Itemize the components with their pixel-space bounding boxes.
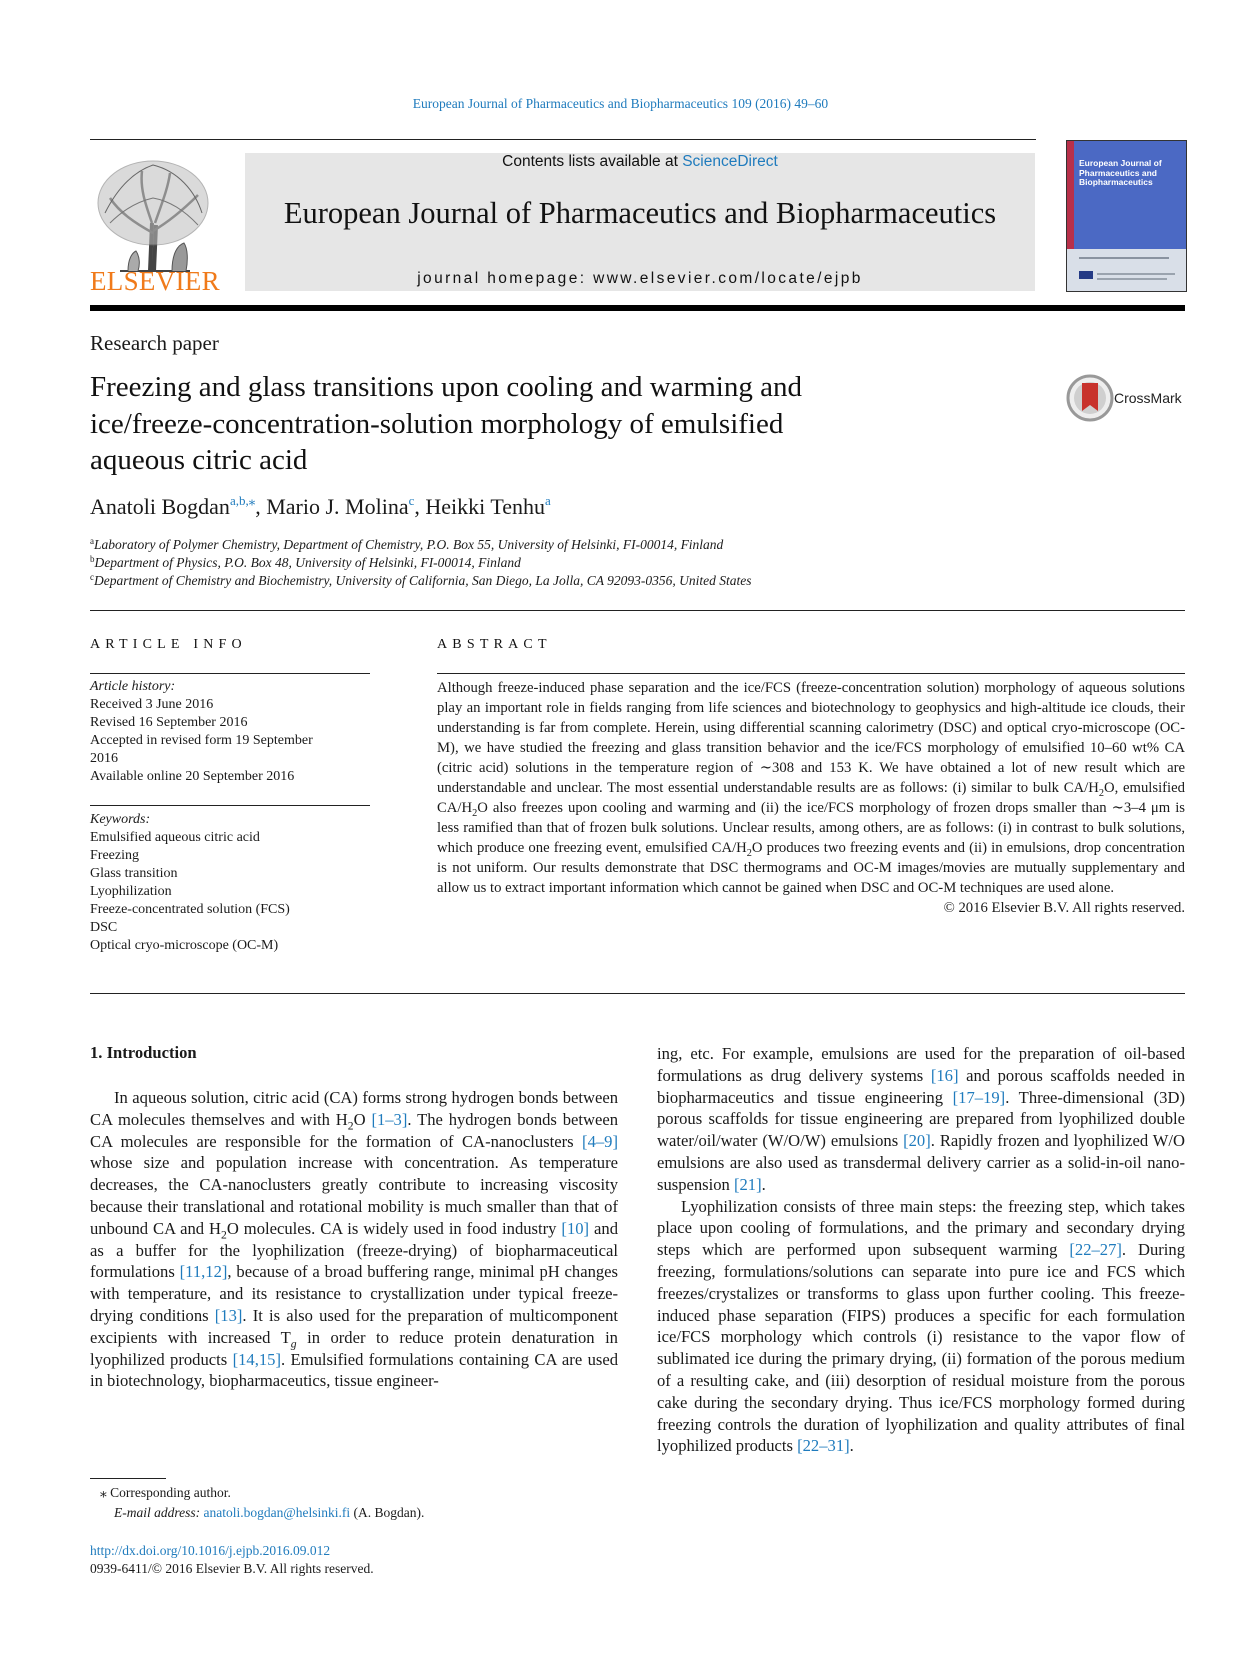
citation-link[interactable]: [13] — [214, 1305, 243, 1325]
title-line: aqueous citric acid — [90, 444, 308, 476]
journal-homepage[interactable]: journal homepage: www.elsevier.com/locate/ejpb — [417, 270, 863, 287]
journal-citation[interactable]: European Journal of Pharmaceutics and Biopharmaceutics 109 (2016) 49–60 — [412, 96, 829, 111]
affil-text: Department of Physics, P.O. Box 48, University of Helsinki, FI-00014, Finland — [94, 555, 521, 570]
header-thick-rule — [90, 305, 1185, 311]
contents-line — [245, 153, 1035, 171]
citation-link[interactable]: [21] — [733, 1174, 762, 1194]
issn-line: 0939-6411/© 2016 Elsevier B.V. All rights reserved. — [90, 1561, 374, 1576]
abstract-bottom-rule — [90, 993, 1185, 994]
citation-link[interactable]: [16] — [930, 1065, 959, 1085]
header-rule — [90, 139, 1036, 140]
title-line: Freezing and glass transitions upon cooling and warming and — [90, 371, 802, 403]
email-link[interactable]: anatoli.bogdan@helsinki.fi — [203, 1505, 351, 1520]
abstract-text: Although freeze-induced phase separation and the ice/FCS (freeze-concentration solution) morphology of aqueous solutions play an important role in fields ranging from life sciences and biotechnology to geophysics and high-altitude ice clouds, their understanding is far from complete. Herein, using differential scanning calorimetry (DSC) and optical cryo-microscope (OC-M), we have studied the freezing and glass transition behavior and the ice/FCS morphology of emulsified 10–60 wt% CA (citric acid) solutions in the temperature region of ∼308 and 153 K. We have obtained a lot of new result which are understandable and unclear. The most essential understandable results are as follows: (i) similar to bulk $CA/H_2O$, emulsified $CA/H_2O$ also freezes upon cooling and warming and (ii) the ice/FCS morphology of frozen drops smaller than ∼3–4 μm is less ramified than that of frozen bulk solutions. Unclear results, among others, are as follows: (i) in contrast to bulk solutions, which produce one freezing event, emulsified $CA/H_2O$ produces two freezing events and (ii) in emulsions, drop concentration is not uniform. Our results demonstrate that DSC thermograms and OC-M images/movies are mutually supplementary and allow us to extract important information which cannot be gained when DSC and OC-M techniques are used alone. — [437, 680, 1186, 896]
intro-heading: 1. Introduction — [90, 1043, 197, 1062]
footnote-rule — [90, 1478, 166, 1479]
affiliation — [90, 555, 521, 571]
author-affil-mark[interactable]: c — [408, 493, 415, 508]
citation-link[interactable]: [17–19] — [952, 1087, 1006, 1107]
author-sep: , — [414, 494, 426, 519]
citation-link[interactable]: [22–27] — [1069, 1240, 1122, 1260]
abstract-divider — [437, 673, 1185, 674]
keyword: Freeze-concentrated solution (FCS) — [90, 902, 290, 917]
title-line: ice/freeze-concentration-solution morphology of emulsified — [90, 407, 784, 440]
intro-left-column: In aqueous solution, citric acid (CA) forms strong hydrogen bonds between CA molecules themselves and with $H_2O$ [1–3]. The hydrogen bonds between CA molecules are responsible for the formation of CA-nanoclusters [4–9] whose size and population increase with concentration. As temperature decreases, the CA-nanoclusters greatly contribute to increasing viscosity because their translational and rotational mobility is much smaller than that of unbound CA and $H_2O$ molecules. CA is widely used in food industry [10] and as a buffer for the lyophilization (freeze-drying) of biopharmaceutical formulations [11,12], because of a broad buffering range, minimal pH changes with temperature, and its resistance to crystallization under typical freeze-drying conditions [13]. It is also used for the preparation of multicomponent excipients with increased $T_g$ in order to reduce protein denaturation in lyophilized products [14,15]. Emulsified formulations containing CA are used in biotechnology, biopharmaceutics, tissue engineer- — [90, 1088, 619, 1391]
affil-text: Department of Chemistry and Biochemistry, University of California, San Diego, La Jolla, CA 92093-0356, United States — [94, 573, 752, 588]
affiliation — [90, 537, 723, 553]
keyword: DSC — [90, 920, 118, 935]
journal-title: European Journal of Pharmaceutics and Biopharmaceutics — [283, 196, 997, 230]
info-divider — [90, 805, 370, 806]
author-affil-mark[interactable]: a,b,⁎ — [229, 493, 256, 508]
keyword: Lyophilization — [90, 884, 172, 899]
keyword: Freezing — [90, 848, 139, 863]
citation-link[interactable]: [10] — [561, 1218, 590, 1238]
author-list — [90, 494, 551, 520]
keyword: Optical cryo-microscope (OC-M) — [90, 938, 279, 953]
info-divider — [90, 673, 370, 674]
keyword: Glass transition — [90, 866, 178, 881]
affil-text: Laboratory of Polymer Chemistry, Department of Chemistry, P.O. Box 55, University of Helsinki, FI-00014, Finland — [94, 537, 724, 552]
author-name: Mario J. Molina — [266, 494, 409, 519]
citation-link[interactable]: [22–31] — [797, 1436, 850, 1456]
citation-link[interactable]: [11,12] — [179, 1262, 228, 1282]
keywords-label: Keywords: — [90, 812, 151, 827]
history-label: Article history: — [90, 679, 176, 694]
affil-mark: a — [90, 536, 94, 546]
journal-cover-thumbnail — [1066, 140, 1187, 292]
doi-link[interactable]: http://dx.doi.org/10.1016/j.ejpb.2016.09.012 — [90, 1543, 331, 1558]
author-name: Heikki Tenhu — [425, 494, 546, 519]
author-affil-mark[interactable]: a — [545, 493, 551, 508]
history-item: Available online 20 September 2016 — [90, 769, 295, 784]
affil-mark: c — [90, 572, 94, 582]
article-info-heading: ARTICLE INFO — [90, 637, 247, 652]
history-item: Accepted in revised form 19 September — [90, 733, 313, 748]
article-title — [90, 369, 960, 479]
email-note: E-mail address: anatoli.bogdan@helsinki.fi (A. Bogdan). — [114, 1505, 425, 1520]
article-type: Research paper — [90, 331, 219, 355]
history-item: Received 3 June 2016 — [90, 697, 214, 712]
author-name: Anatoli Bogdan — [90, 494, 230, 519]
article-history — [90, 678, 370, 786]
history-item: 2016 — [90, 751, 118, 766]
affil-mark: b — [90, 554, 95, 564]
abstract-body — [437, 678, 1185, 918]
elsevier-wordmark: ELSEVIER — [90, 266, 220, 296]
citation-link[interactable]: [1–3] — [371, 1109, 408, 1129]
crossmark-label[interactable]: CrossMark — [1114, 390, 1182, 406]
citation-link[interactable]: [20] — [903, 1131, 931, 1151]
history-item: Revised 16 September 2016 — [90, 715, 248, 730]
corresponding-author-note: ⁎ Corresponding author. — [100, 1485, 231, 1500]
citation-link[interactable]: [4–9] — [582, 1131, 618, 1151]
abstract-heading: ABSTRACT — [437, 637, 552, 652]
title-divider — [90, 610, 1185, 611]
affiliation — [90, 573, 751, 589]
sciencedirect-link[interactable]: ScienceDirect — [682, 153, 778, 170]
intro-right-column: ing, etc. For example, emulsions are used for the preparation of oil-based formulations as drug delivery systems [16] and porous scaffolds needed in biopharmaceutics and tissue engineering [17–19]. Three-dimensional (3D) porous scaffolds for tissue engineering are prepared from lyophilized double water/oil/water (W/O/W) emulsions [20]. Rapidly frozen and lyophilized W/O emulsions are also used as transdermal delivery carrier as a solid-in-oil nano-suspension [21]. Lyophilization consists of three main steps: the freezing step, which takes place upon cooling of formulations, and the primary and secondary drying steps which are performed upon subsequent warming [22–27]. During freezing, formulations/solutions can separate into pure ice and FCS which freezes/crystalizes or transforms to glass upon further cooling. This freeze-induced phase separation (FIPS) produces a specific for each formulation ice/FCS morphology which controls (i) resistance to the vapor flow of sublimated ice during the primary drying, (ii) formation of the porous medium of a resulting cake, and (iii) desorption of residual moisture from the porous cake during the secondary drying. Thus ice/FCS morphology formed during freezing controls the duration of lyophilization and quality attributes of final lyophilized products [22–31]. — [657, 1044, 1185, 1456]
keyword: Emulsified aqueous citric acid — [90, 830, 260, 845]
author-sep: , — [255, 494, 267, 519]
contents-prefix: Contents lists available at — [502, 153, 683, 170]
keywords — [90, 811, 370, 955]
crossmark-icon[interactable] — [1065, 373, 1115, 423]
cover-title: European Journal of Pharmaceutics and Biopharmaceutics — [1079, 158, 1162, 187]
abstract-copyright: © 2016 Elsevier B.V. All rights reserved. — [943, 900, 1185, 916]
citation-link[interactable]: [14,15] — [232, 1349, 281, 1369]
